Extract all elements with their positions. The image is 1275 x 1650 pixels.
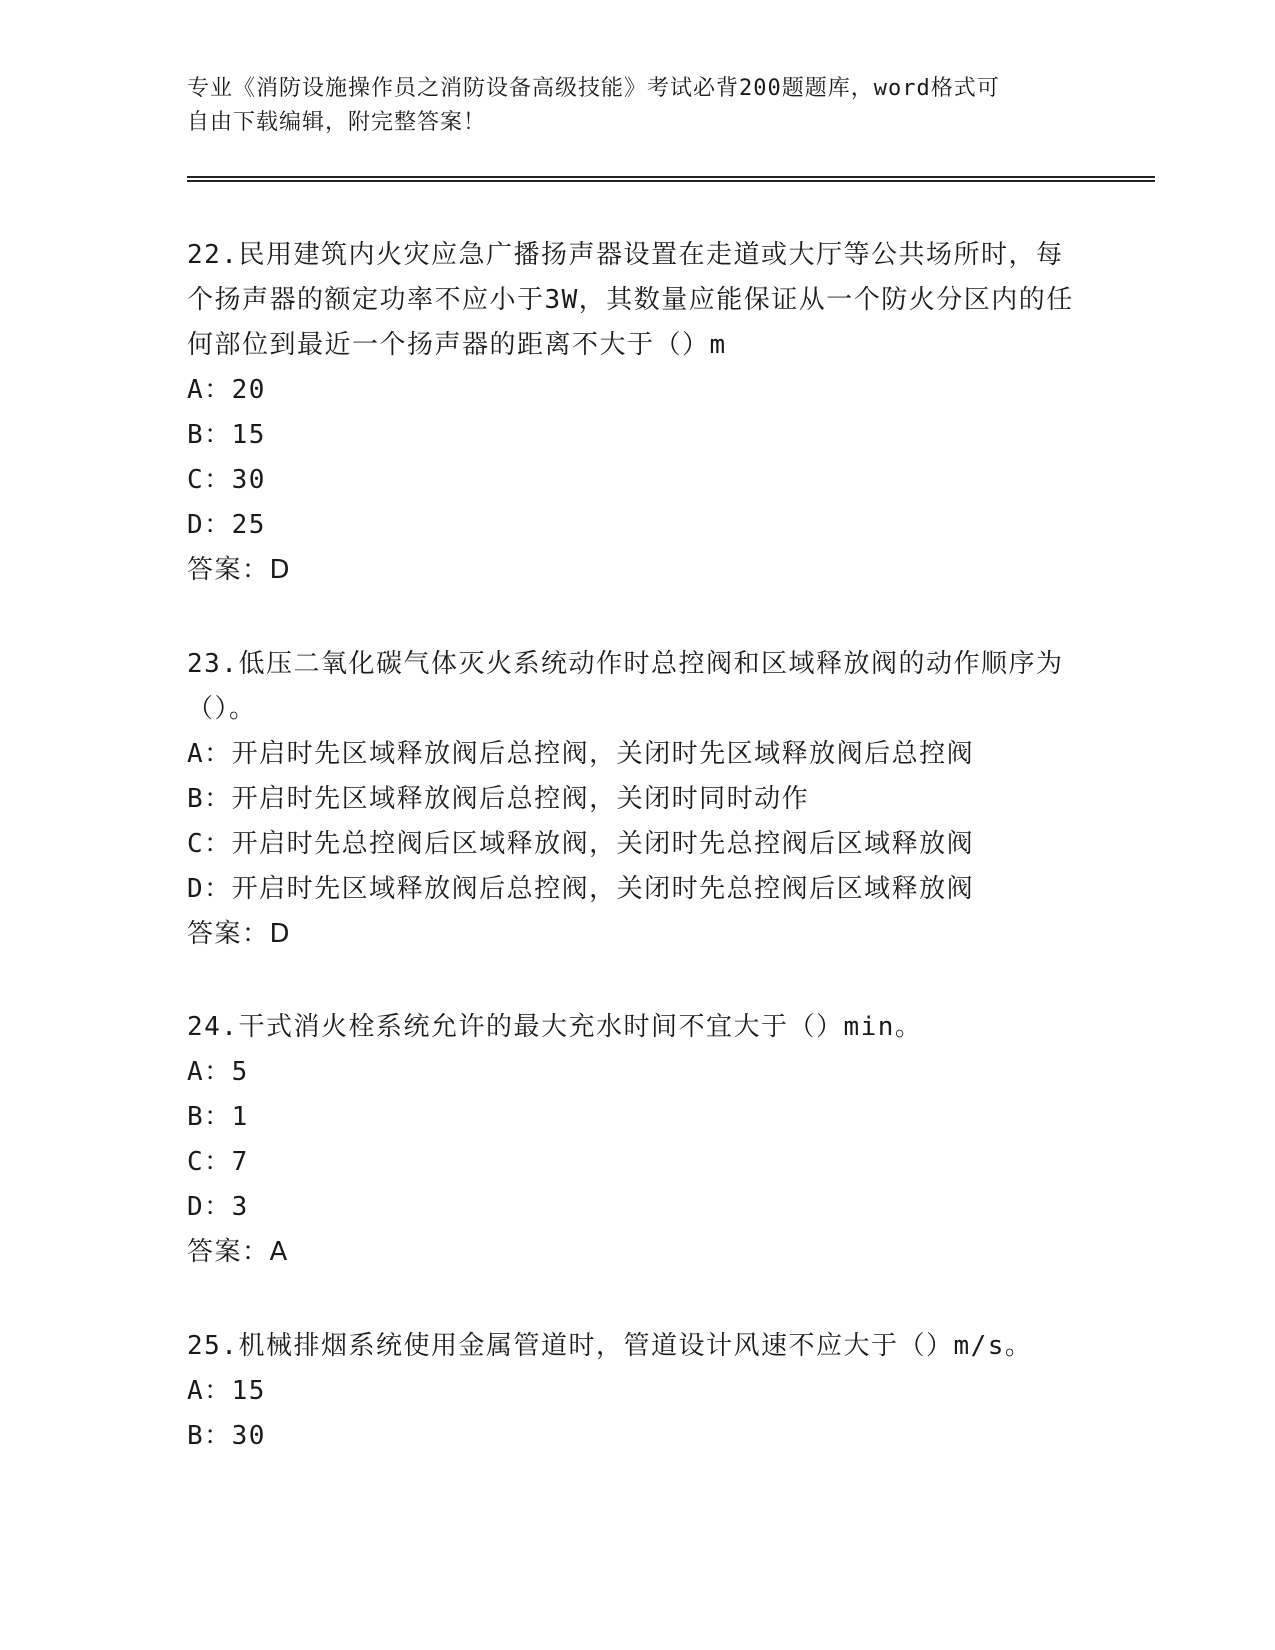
option-b: B：15 [187,420,266,450]
question-stem: 25.机械排烟系统使用金属管道时，管道设计风速不应大于（）m/s。 [187,1331,1033,1361]
question-22 [187,233,1087,593]
option-d: D：3 [187,1192,249,1222]
question-24 [187,1005,1087,1275]
option-b: B：1 [187,1102,249,1132]
answer: 答案：A [187,1237,289,1267]
question-stem: 24.干式消火栓系统允许的最大充水时间不宜大于（）min。 [187,1012,923,1042]
header-line-2: 自由下载编辑，附完整答案！ [187,110,487,135]
option-b: B：30 [187,1421,266,1451]
option-c: C：7 [187,1147,249,1177]
question-23 [187,642,1087,957]
option-d: D：开启时先区域释放阀后总控阀，关闭时先总控阀后区域释放阀 [187,874,975,904]
option-d: D：25 [187,510,266,540]
question-stem: 23.低压二氧化碳气体灭火系统动作时总控阀和区域释放阀的动作顺序为（）。 [187,649,1064,724]
option-c: C：开启时先总控阀后区域释放阀，关闭时先总控阀后区域释放阀 [187,829,975,859]
option-c: C：30 [187,465,266,495]
option-b: B：开启时先区域释放阀后总控阀，关闭时同时动作 [187,784,810,814]
question-stem: 22.民用建筑内火灾应急广播扬声器设置在走道或大厅等公共场所时，每个扬声器的额定功率不应小于3W，其数量应能保证从一个防火分区内的任何部位到最近一个扬声器的距离不大于（）m [187,240,1074,360]
header-divider [187,176,1155,182]
question-25 [187,1324,1087,1459]
document-header [187,72,1067,140]
header-line-1: 专业《消防设施操作员之消防设备高级技能》考试必背200题题库，word格式可 [187,76,1000,101]
answer: 答案：D [187,555,292,585]
option-a: A：15 [187,1376,266,1406]
option-a: A：20 [187,375,266,405]
option-a: A：5 [187,1057,249,1087]
option-a: A：开启时先区域释放阀后总控阀，关闭时先区域释放阀后总控阀 [187,739,975,769]
answer: 答案：D [187,919,292,949]
